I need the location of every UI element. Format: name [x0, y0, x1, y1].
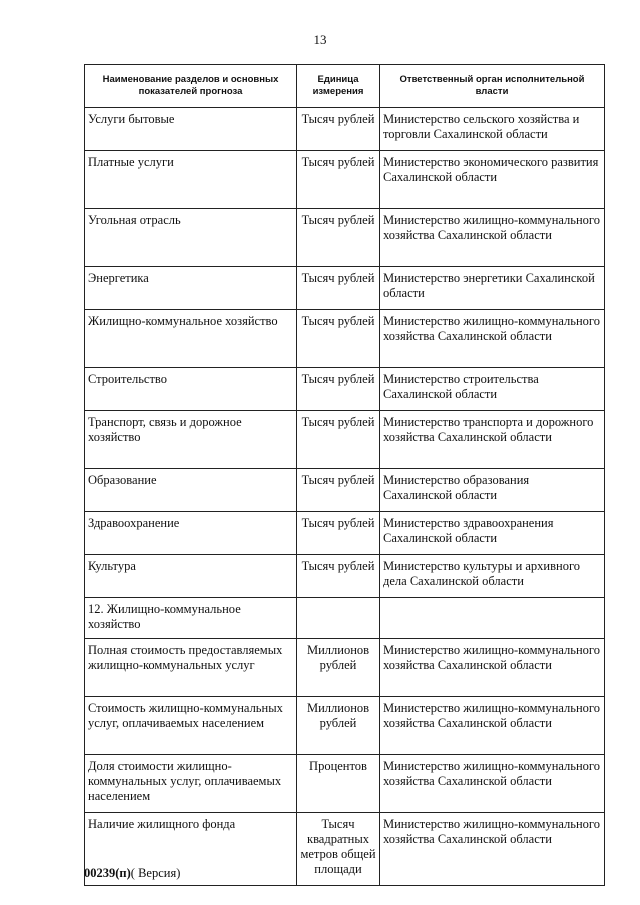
row-org: Министерство строительства Сахалинской области [380, 368, 605, 411]
row-org: Министерство жилищно-коммунального хозяйства Сахалинской области [380, 310, 605, 368]
table-row [85, 411, 605, 469]
row-org: Министерство культуры и архивного дела Сахалинской области [380, 555, 605, 598]
table-row [85, 151, 605, 209]
row-name: Наличие жилищного фонда [85, 813, 297, 886]
table-row [85, 555, 605, 598]
document-version: ( Версия) [130, 866, 181, 880]
row-org: Министерство сельского хозяйства и торговли Сахалинской области [380, 108, 605, 151]
table-section-row [85, 598, 605, 639]
row-org: Министерство энергетики Сахалинской области [380, 267, 605, 310]
row-org: Министерство жилищно-коммунального хозяйства Сахалинской области [380, 813, 605, 886]
row-unit: Тысяч рублей [297, 108, 380, 151]
table-row [85, 310, 605, 368]
table-row [85, 469, 605, 512]
row-unit: Тысяч рублей [297, 267, 380, 310]
row-unit: Тысяч рублей [297, 310, 380, 368]
table-row [85, 755, 605, 813]
section-title: 12. Жилищно-коммунальное хозяйство [85, 598, 297, 639]
table-row [85, 267, 605, 310]
row-org: Министерство экономического развития Сахалинской области [380, 151, 605, 209]
row-unit: Тысяч рублей [297, 411, 380, 469]
row-name: Культура [85, 555, 297, 598]
row-name: Угольная отрасль [85, 209, 297, 267]
row-unit: Тысяч квадратных метров общей площади [297, 813, 380, 886]
row-org: Министерство жилищно-коммунального хозяйства Сахалинской области [380, 639, 605, 697]
row-unit: Тысяч рублей [297, 555, 380, 598]
row-name: Жилищно-коммунальное хозяйство [85, 310, 297, 368]
row-unit [297, 598, 380, 639]
document-footer [84, 866, 180, 881]
row-unit: Миллионов рублей [297, 697, 380, 755]
forecast-table [84, 64, 605, 886]
row-name: Образование [85, 469, 297, 512]
table-row [85, 697, 605, 755]
row-unit: Тысяч рублей [297, 151, 380, 209]
row-name: Здравоохранение [85, 512, 297, 555]
table-row [85, 108, 605, 151]
row-org: Министерство жилищно-коммунального хозяйства Сахалинской области [380, 755, 605, 813]
row-name: Услуги бытовые [85, 108, 297, 151]
row-org: Министерство жилищно-коммунального хозяйства Сахалинской области [380, 209, 605, 267]
row-org: Министерство здравоохранения Сахалинской области [380, 512, 605, 555]
table-row [85, 639, 605, 697]
header-unit: Единица измерения [297, 65, 380, 108]
row-org: Министерство образования Сахалинской области [380, 469, 605, 512]
table-row [85, 368, 605, 411]
row-name: Платные услуги [85, 151, 297, 209]
row-name: Транспорт, связь и дорожное хозяйство [85, 411, 297, 469]
row-name: Энергетика [85, 267, 297, 310]
table-header-row [85, 65, 605, 108]
row-unit: Тысяч рублей [297, 368, 380, 411]
row-org: Министерство транспорта и дорожного хозяйства Сахалинской области [380, 411, 605, 469]
row-org [380, 598, 605, 639]
row-name: Полная стоимость предоставляемых жилищно-коммунальных услуг [85, 639, 297, 697]
header-org: Ответственный орган исполнительной власти [380, 65, 605, 108]
page-number: 13 [313, 32, 327, 47]
row-name: Стоимость жилищно-коммунальных услуг, оплачиваемых населением [85, 697, 297, 755]
row-unit: Тысяч рублей [297, 209, 380, 267]
row-unit: Тысяч рублей [297, 512, 380, 555]
row-unit: Тысяч рублей [297, 469, 380, 512]
row-name: Доля стоимости жилищно-коммунальных услуг, оплачиваемых населением [85, 755, 297, 813]
header-name: Наименование разделов и основных показателей прогноза [85, 65, 297, 108]
row-unit: Миллионов рублей [297, 639, 380, 697]
row-name: Строительство [85, 368, 297, 411]
row-org: Министерство жилищно-коммунального хозяйства Сахалинской области [380, 697, 605, 755]
table-row [85, 209, 605, 267]
table-row [85, 512, 605, 555]
row-unit: Процентов [297, 755, 380, 813]
document-code: 00239(п) [84, 866, 131, 880]
